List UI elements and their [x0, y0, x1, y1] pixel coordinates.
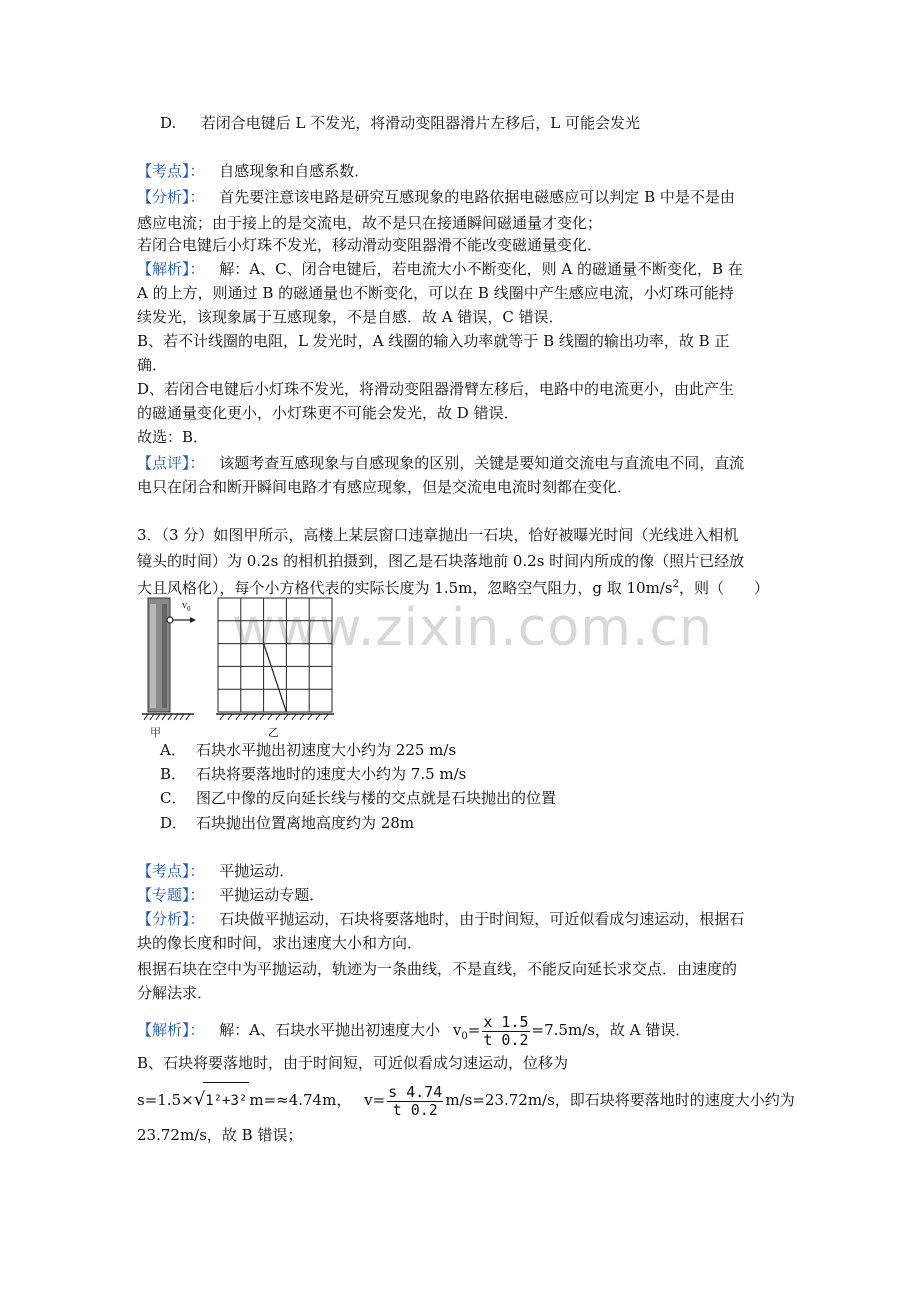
q2-kaodian: [137, 158, 369, 184]
q2-jiexi-2: A 的上方，则通过 B 的磁通量也不断变化，可以在 B 线圈中产生感应电流，小灯珠可能持: [137, 284, 734, 302]
q3-jiexi-2: B、石块将要落地时，由于时间短，可近似看成匀速运动，位移为: [137, 1054, 569, 1072]
stem-3a: 大且风格化），每个小方格代表的实际长度为 1.5m，忽略空气阻力，g 取 10m/s: [137, 579, 673, 597]
q3-option-c: [160, 786, 556, 810]
q2-fenxi-3: 若闭合电键后小灯珠不发光，移动滑动变阻器滑不能改变磁通量变化．: [137, 236, 603, 254]
fraction-x-over-t: $\frac{x 1.5}{t 0.2}$: [483, 1012, 529, 1049]
q3-jiexi-4: 23.72m/s，故 B 错误；: [137, 1126, 303, 1144]
kaodian-text: 自感现象和自感系数．: [219, 162, 370, 180]
q3-stem-1: 3．（3 分）如图甲所示，高楼上某层窗口违章抛出一石块，恰好被曝光时间（光线进入相机: [137, 526, 739, 544]
stone: [167, 617, 173, 623]
jiexi-3b: m=≈4.74m，: [249, 1091, 352, 1109]
jiexi-text-a: 解：A、石块水平抛出初速度大小: [219, 1021, 441, 1039]
option-text: 石块抛出位置离地高度约为 28m: [196, 814, 415, 832]
q2-jiexi-3: 续发光，该现象属于互感现象，不是自感．故 A 错误，C 错误．: [137, 308, 564, 326]
jiexi-tag: 【解析】：: [137, 260, 205, 278]
q3-kaodian: [137, 858, 294, 884]
q2-fenxi-1: [137, 184, 735, 210]
stone-trace: [264, 644, 287, 712]
fraction-s-over-t: $\frac{s 4.74}{t 0.2}$: [388, 1082, 443, 1119]
q3-fenxi-1: [137, 906, 744, 932]
q3-fenxi-4: 分解法求．: [137, 984, 213, 1002]
sqrt-sign: √: [193, 1089, 206, 1110]
stem-3b: ，则（ ）: [678, 579, 769, 597]
q2-jiexi-1: [137, 256, 743, 282]
q3-zhuanti: [137, 882, 324, 908]
q3-option-d: [160, 811, 414, 835]
q2-pingjia-1: [137, 450, 744, 476]
kaodian-tag: 【考点】：: [137, 162, 205, 180]
pingjia-tag: 【点评】：: [137, 454, 205, 472]
q3-option-b: [160, 762, 466, 786]
option-key: A．: [160, 741, 186, 759]
jiexi-3a: s=1.5×: [137, 1091, 194, 1109]
option-text: 图乙中像的反向延长线与楼的交点就是石块抛出的位置: [196, 789, 557, 807]
option-key: C．: [160, 789, 187, 807]
q2-jiexi-7: 的磁通量变化更小，小灯珠更不可能会发光，故 D 错误．: [137, 404, 519, 422]
q2-jiexi-6: D、若闭合电键后小灯珠不发光，将滑动变阻器滑臂左移后，电路中的电流更小，由此产生: [137, 380, 735, 398]
zhuanti-text: 平抛运动专题．: [219, 886, 325, 904]
fenxi-tag: 【分析】：: [137, 910, 205, 928]
sqrt-expression: 1²+3²: [203, 1082, 249, 1119]
q2-jiexi-4: B、若不计线圈的电阻，L 发光时，A 线圈的输入功率就等于 B 线圈的输出功率，故 B 正: [137, 332, 730, 350]
option-text: 石块水平抛出初速度大小约为 225 m/s: [196, 741, 457, 759]
fenxi-tag: 【分析】：: [137, 188, 205, 206]
jiexi-text-b: =7.5m/s，故 A 错误．: [531, 1021, 691, 1039]
v0-label: $v_0$: [182, 600, 191, 613]
equals: =: [467, 1021, 481, 1039]
q2-pingjia-2: 电只在闭合和断开瞬间电路才有感应现象，但是交流电电流时刻都在变化．: [137, 478, 633, 496]
jiexi-tag: 【解析】：: [137, 1021, 205, 1039]
fenxi-text: 首先要注意该电路是研究互感现象的电路依据电磁感应可以判定 B 中是不是由: [219, 188, 735, 206]
jiexi-text: 解：A、C、闭合电键后，若电流大小不断变化，则 A 的磁通量不断变化，B 在: [219, 260, 743, 278]
fig-label-jia: 甲: [150, 726, 161, 739]
q3-stem-2: 镜头的时间）为 0.2s 的相机拍摄到，图乙是石块落地前 0.2s 时间内所成的像（照片已经放: [137, 552, 745, 570]
pingjia-text: 该题考查互感现象与自感现象的区别，关键是要知道交流电与直流电不同，直流: [219, 454, 745, 472]
q3-jiexi-1: [137, 1012, 690, 1055]
option-key: B．: [160, 765, 187, 783]
option-text: 若闭合电键后 L 不发光，将滑动变阻器滑片左移后，L 可能会发光: [200, 114, 641, 132]
option-key: D．: [160, 814, 188, 832]
q3-option-a: [160, 738, 456, 762]
q3-fenxi-2: 块的像长度和时间，求出速度大小和方向．: [137, 934, 423, 952]
jiexi-3d: m/s=23.72m/s，即石块将要落地时的速度大小约为: [445, 1091, 795, 1109]
q2-jiexi-5: 确．: [137, 356, 168, 374]
option-text: 石块将要落地时的速度大小约为 7.5 m/s: [196, 765, 467, 783]
fenxi-text: 石块做平抛运动，石块将要落地时，由于时间短，可近似看成匀速运动，根据石: [219, 910, 745, 928]
grid-yi: [218, 598, 332, 712]
fig-label-yi: 乙: [268, 726, 279, 739]
q2-answer: 故选：B．: [137, 428, 209, 446]
zhuanti-tag: 【专题】：: [137, 886, 205, 904]
q3-fenxi-3: 根据石块在空中为平抛运动，轨迹为一条曲线，不是直线，不能反向延长求交点．由速度的: [137, 960, 738, 978]
kaodian-tag: 【考点】：: [137, 862, 205, 880]
top-option-d: [160, 111, 640, 135]
jiexi-3c: v=: [364, 1091, 386, 1109]
option-key: D.: [160, 114, 177, 132]
q2-fenxi-2: 感应电流；由于接上的是交流电，故不是只在接通瞬间磁通量才变化；: [137, 214, 603, 232]
figure-jia-yi: [138, 594, 338, 740]
stem-3-sup: 2: [672, 579, 679, 590]
q3-jiexi-3: [137, 1082, 795, 1119]
kaodian-text: 平抛运动．: [219, 862, 295, 880]
watermark: www.zixin.com.cn: [232, 598, 713, 658]
v0-symbol: $v_0$: [452, 1021, 468, 1042]
